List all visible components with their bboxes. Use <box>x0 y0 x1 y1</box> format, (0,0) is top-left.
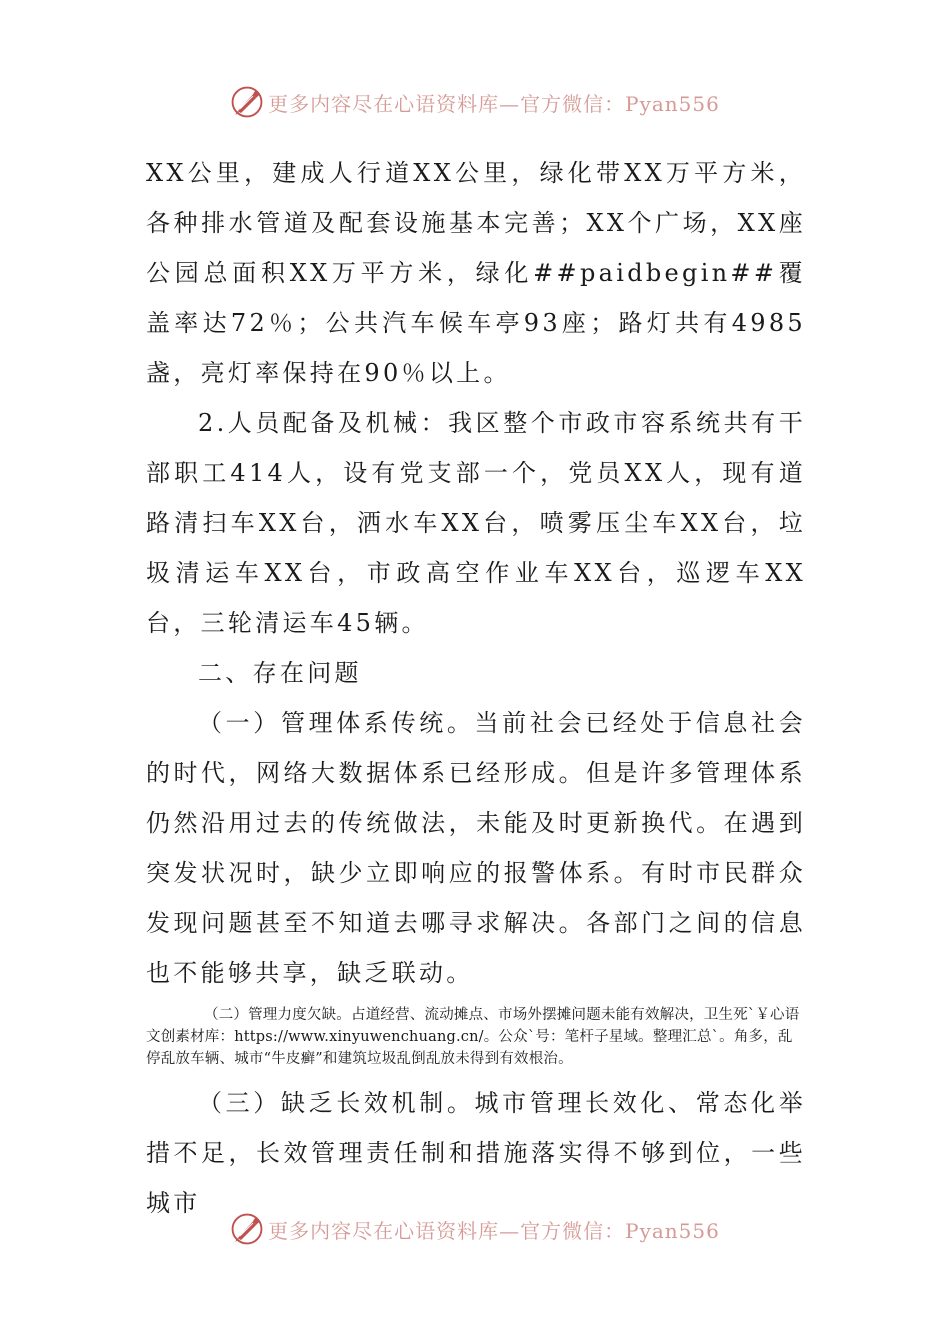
paragraph-management-strength: （二）管理力度欠缺。占道经营、流动摊点、市场外摆摊问题未能有效解决，卫生死`￥心语文创素材库：https://www.xinyuwenchuang.cn/。公众`号：笔杆子星域。整理汇总`。角多，乱停乱放车辆、城市“牛皮癣”和建筑垃圾乱倒乱放未得到有效根治。 <box>146 1007 800 1067</box>
footer-banner <box>0 1209 950 1249</box>
header-banner <box>0 82 950 122</box>
pen-nib-logo-icon <box>230 85 264 119</box>
paragraph-staffing: 2.人员配备及机械：我区整个市政市容系统共有干部职工414人，设有党支部一个，党员XX人，现有道路清扫车XX台，洒水车XX台，喷雾压尘车XX台，垃圾清运车XX台，市政高空作业车XX台，巡逻车XX台，三轮清运车45辆。 <box>146 409 806 637</box>
paragraph-infrastructure: XX公里，建成人行道XX公里，绿化带XX万平方米，各种排水管道及配套设施基本完善；XX个广场，XX座公园总面积XX万平方米，绿化##paidbegin##覆盖率达72％；公共汽车候车亭93座；路灯共有4985盏，亮灯率保持在90％以上。 <box>146 159 806 387</box>
paragraph-management-system: （一）管理体系传统。当前社会已经处于信息社会的时代，网络大数据体系已经形成。但是许多管理体系仍然沿用过去的传统做法，未能及时更新换代。在遇到突发状况时，缺少立即响应的报警体系。有时市民群众发现问题甚至不知道去哪寻求解决。各部门之间的信息也不能够共享，缺乏联动。 <box>146 709 806 987</box>
section-heading-problems: 二、存在问题 <box>198 659 362 687</box>
document-body <box>146 148 806 1228</box>
paragraph-long-term-mechanism: （三）缺乏长效机制。城市管理长效化、常态化举措不足，长效管理责任制和措施落实得不够到位，一些城市 <box>146 1089 806 1217</box>
pen-nib-logo-icon <box>230 1212 264 1246</box>
banner-text: 更多内容尽在心语资料库—官方微信：Pyan556 <box>268 1218 720 1243</box>
banner-text: 更多内容尽在心语资料库—官方微信：Pyan556 <box>268 91 720 116</box>
